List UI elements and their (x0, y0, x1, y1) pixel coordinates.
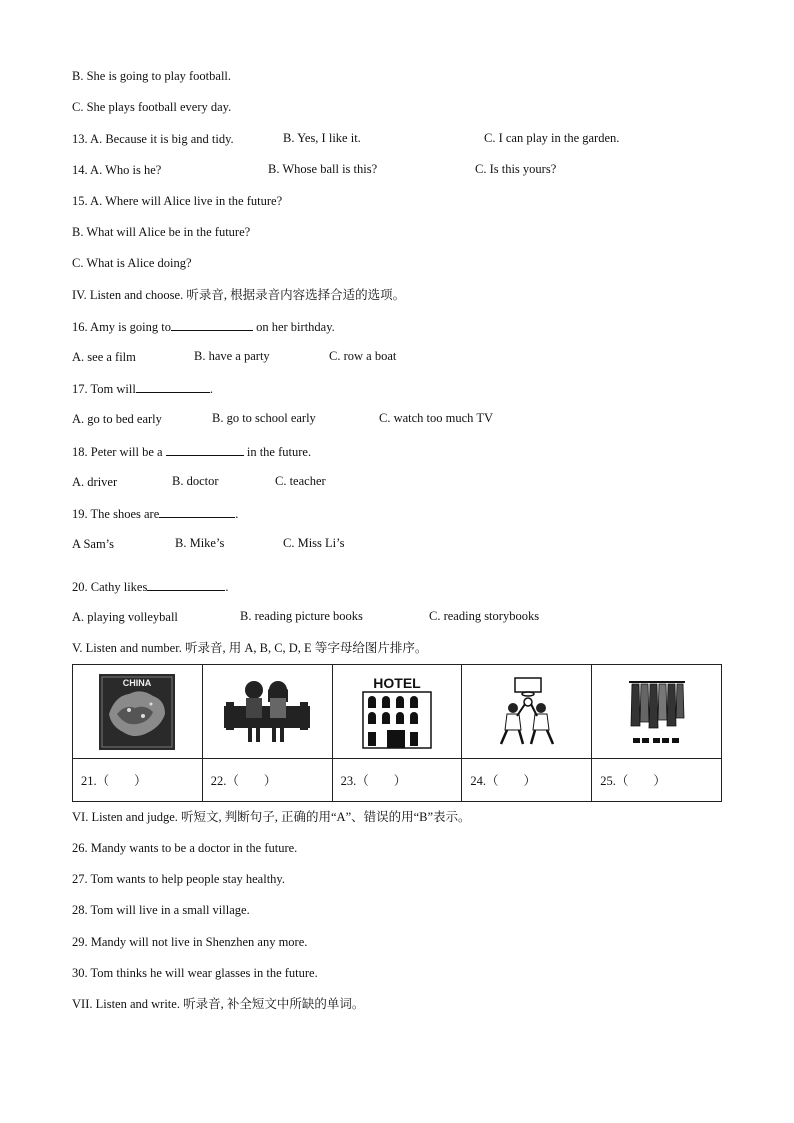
wardrobe-clothes-image (627, 676, 687, 748)
option-15a: 15. A. Where will Alice live in the future? (72, 194, 283, 208)
judge-item-27: 27. Tom wants to help people stay healthy. (72, 872, 285, 886)
judge-item-30: 30. Tom thinks he will wear glasses in the future. (72, 966, 318, 980)
label-24[interactable]: 24.（ ） (462, 759, 592, 802)
picture-table (72, 664, 722, 802)
option-20c: C. reading storybooks (429, 609, 540, 623)
section-5-title: V. Listen and number. 听录音, 用 A, B, C, D, E 等字母给图片排序。 (72, 641, 428, 655)
option-18b: B. doctor (172, 474, 219, 488)
option-13c: C. I can play in the garden. (484, 131, 620, 145)
judge-item-26: 26. Mandy wants to be a doctor in the future. (72, 841, 298, 855)
question-20: 20. Cathy likes . (72, 580, 229, 594)
answer-blank[interactable] (159, 505, 235, 518)
option-20a: A. playing volleyball (72, 610, 178, 624)
option-19a: A Sam’s (72, 537, 115, 551)
option-17a: A. go to bed early (72, 412, 162, 426)
label-21[interactable]: 21.（ ） (73, 759, 203, 802)
option-14a: 14. A. Who is he? (72, 163, 162, 177)
question-18: 18. Peter will be a in the future. (72, 445, 312, 459)
option-18a: A. driver (72, 475, 118, 489)
label-25[interactable]: 25.（ ） (592, 759, 722, 802)
picture-cell-25 (592, 665, 722, 759)
option-13a: 13. A. Because it is big and tidy. (72, 132, 234, 146)
question-17: 17. Tom will . (72, 382, 213, 396)
option-16b: B. have a party (194, 349, 270, 363)
option-15b: B. What will Alice be in the future? (72, 225, 251, 239)
option-17b: B. go to school early (212, 411, 316, 425)
option-20b: B. reading picture books (240, 609, 363, 623)
section-4-title: IV. Listen and choose. 听录音, 根据录音内容选择合适的选项。 (72, 288, 406, 302)
option-18c: C. teacher (275, 474, 326, 488)
option-15c: C. What is Alice doing? (72, 256, 192, 270)
option-19c: C. Miss Li’s (283, 536, 345, 550)
option-19b: B. Mike’s (175, 536, 225, 550)
judge-item-28: 28. Tom will live in a small village. (72, 903, 250, 917)
option-12c: C. She plays football every day. (72, 100, 232, 114)
option-14b: B. Whose ball is this? (268, 162, 378, 176)
answer-blank[interactable] (136, 380, 210, 393)
answer-blank[interactable] (166, 443, 244, 456)
question-16: 16. Amy is going to on her birthday. (72, 320, 335, 334)
hotel-sign: HOTEL (373, 674, 421, 691)
judge-item-29: 29. Mandy will not live in Shenzhen any more. (72, 935, 308, 949)
option-17c: C. watch too much TV (379, 411, 493, 425)
china-map-image (99, 674, 175, 750)
picture-cell-21 (73, 665, 203, 759)
picture-cell-22 (202, 665, 332, 759)
hotel-image (357, 674, 437, 750)
kids-on-bench-image (222, 676, 312, 748)
section-7-title: VII. Listen and write. 听录音, 补全短文中所缺的单词。 (72, 997, 365, 1011)
answer-blank[interactable] (171, 318, 253, 331)
basketball-players-image (489, 674, 565, 750)
question-19: 19. The shoes are . (72, 507, 239, 521)
option-12b: B. She is going to play football. (72, 69, 232, 83)
option-13b: B. Yes, I like it. (283, 131, 361, 145)
picture-cell-23 (332, 665, 462, 759)
option-16c: C. row a boat (329, 349, 397, 363)
label-23[interactable]: 23.（ ） (332, 759, 462, 802)
option-14c: C. Is this yours? (475, 162, 557, 176)
picture-cell-24 (462, 665, 592, 759)
label-22[interactable]: 22.（ ） (202, 759, 332, 802)
option-16a: A. see a film (72, 350, 136, 364)
map-label: CHINA (123, 677, 152, 688)
section-6-title: VI. Listen and judge. 听短文, 判断句子, 正确的用“A”、错误的用“B”表示。 (72, 810, 471, 824)
answer-blank[interactable] (147, 578, 225, 591)
